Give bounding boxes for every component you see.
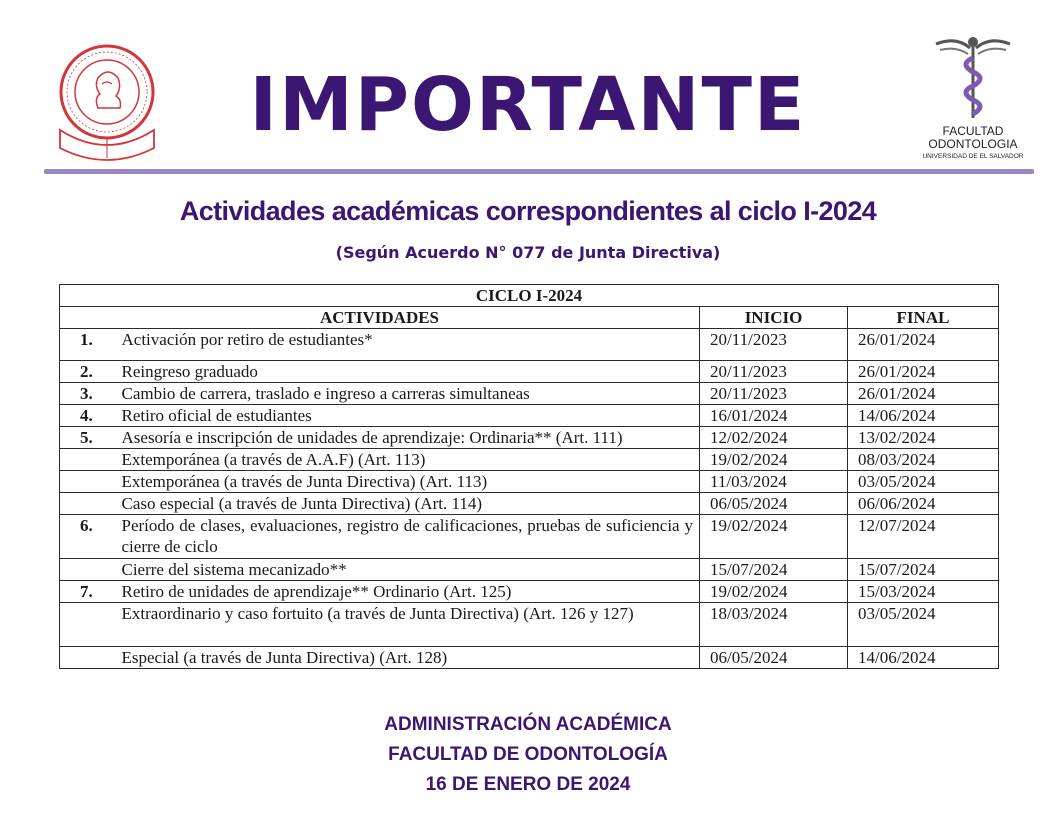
svg-text:ODONTOLOGIA: ODONTOLOGIA [928, 137, 1018, 151]
row-number [60, 559, 116, 581]
cycle-header-row [60, 285, 999, 307]
svg-text:UNIVERSIDAD DE EL SALVADOR: UNIVERSIDAD DE EL SALVADOR [922, 153, 1024, 160]
row-start-date: 20/11/2023 [700, 383, 848, 405]
row-activity: Retiro de unidades de aprendizaje** Ordinario (Art. 125) [116, 581, 700, 603]
row-end-date: 14/06/2024 [848, 405, 999, 427]
row-start-date: 19/02/2024 [700, 581, 848, 603]
table-row [60, 603, 999, 647]
table-row [60, 559, 999, 581]
column-header-start: INICIO [700, 307, 848, 329]
row-activity: Especial (a través de Junta Directiva) (Art. 128) [116, 647, 700, 669]
row-number: 2. [60, 361, 116, 383]
row-start-date: 20/11/2023 [700, 361, 848, 383]
row-end-date: 12/07/2024 [848, 515, 999, 559]
table-row [60, 581, 999, 603]
row-number: 5. [60, 427, 116, 449]
table-row [60, 515, 999, 559]
row-number: 4. [60, 405, 116, 427]
row-activity: Reingreso graduado [116, 361, 700, 383]
faculty-logo [918, 30, 1028, 162]
table-row [60, 471, 999, 493]
table-row [60, 493, 999, 515]
footer-line-1: ADMINISTRACIÓN ACADÉMICA [384, 714, 672, 735]
row-number [60, 493, 116, 515]
row-number: 1. [60, 329, 116, 361]
schedule-table [59, 284, 999, 669]
row-end-date: 26/01/2024 [848, 383, 999, 405]
row-activity: Período de clases, evaluaciones, registro de calificaciones, pruebas de suficiencia y cierre de ciclo [116, 515, 700, 559]
row-start-date: 16/01/2024 [700, 405, 848, 427]
table-row [60, 361, 999, 383]
row-activity: Asesoría e inscripción de unidades de aprendizaje: Ordinaria** (Art. 111) [116, 427, 700, 449]
column-header-end: FINAL [848, 307, 999, 329]
row-number: 6. [60, 515, 116, 559]
row-end-date: 26/01/2024 [848, 329, 999, 361]
row-activity: Extraordinario y caso fortuito (a través de Junta Directiva) (Art. 126 y 127) [116, 603, 700, 647]
row-activity: Caso especial (a través de Junta Directiva) (Art. 114) [116, 493, 700, 515]
column-header-row [60, 307, 999, 329]
row-activity: Cambio de carrera, traslado e ingreso a carreras simultaneas [116, 383, 700, 405]
row-end-date: 15/03/2024 [848, 581, 999, 603]
table-row [60, 329, 999, 361]
row-start-date: 06/05/2024 [700, 493, 848, 515]
row-number [60, 471, 116, 493]
row-end-date: 13/02/2024 [848, 427, 999, 449]
row-activity: Cierre del sistema mecanizado** [116, 559, 700, 581]
row-number: 3. [60, 383, 116, 405]
row-end-date: 03/05/2024 [848, 603, 999, 647]
table-row [60, 405, 999, 427]
column-header-activities: ACTIVIDADES [60, 307, 700, 329]
row-start-date: 18/03/2024 [700, 603, 848, 647]
document-subtitle: Actividades académicas correspondientes al ciclo I-2024 [179, 196, 877, 226]
row-number [60, 603, 116, 647]
caduceus-icon [918, 30, 1028, 162]
cycle-header: CICLO I-2024 [60, 285, 999, 307]
table-row [60, 383, 999, 405]
row-end-date: 26/01/2024 [848, 361, 999, 383]
row-start-date: 20/11/2023 [700, 329, 848, 361]
row-start-date: 19/02/2024 [700, 515, 848, 559]
row-activity: Extemporánea (a través de A.A.F) (Art. 113) [116, 449, 700, 471]
row-end-date: 03/05/2024 [848, 471, 999, 493]
row-activity: Activación por retiro de estudiantes* [116, 329, 700, 361]
row-start-date: 12/02/2024 [700, 427, 848, 449]
row-end-date: 14/06/2024 [848, 647, 999, 669]
footer-line-3: 16 DE ENERO DE 2024 [425, 774, 631, 795]
page-title: IMPORTANTE [249, 62, 807, 148]
table-row [60, 647, 999, 669]
row-number [60, 647, 116, 669]
table-row [60, 449, 999, 471]
row-activity: Extemporánea (a través de Junta Directiva) (Art. 113) [116, 471, 700, 493]
svg-text:FACULTAD: FACULTAD [942, 124, 1004, 138]
footer-line-2: FACULTAD DE ODONTOLOGÍA [388, 744, 668, 765]
row-start-date: 19/02/2024 [700, 449, 848, 471]
row-end-date: 08/03/2024 [848, 449, 999, 471]
row-end-date: 06/06/2024 [848, 493, 999, 515]
row-start-date: 11/03/2024 [700, 471, 848, 493]
header-divider [44, 169, 1034, 174]
row-start-date: 06/05/2024 [700, 647, 848, 669]
agreement-note: (Según Acuerdo N° 077 de Junta Directiva) [335, 243, 721, 262]
row-start-date: 15/07/2024 [700, 559, 848, 581]
table-row [60, 427, 999, 449]
row-number: 7. [60, 581, 116, 603]
row-number [60, 449, 116, 471]
row-end-date: 15/07/2024 [848, 559, 999, 581]
row-activity: Retiro oficial de estudiantes [116, 405, 700, 427]
